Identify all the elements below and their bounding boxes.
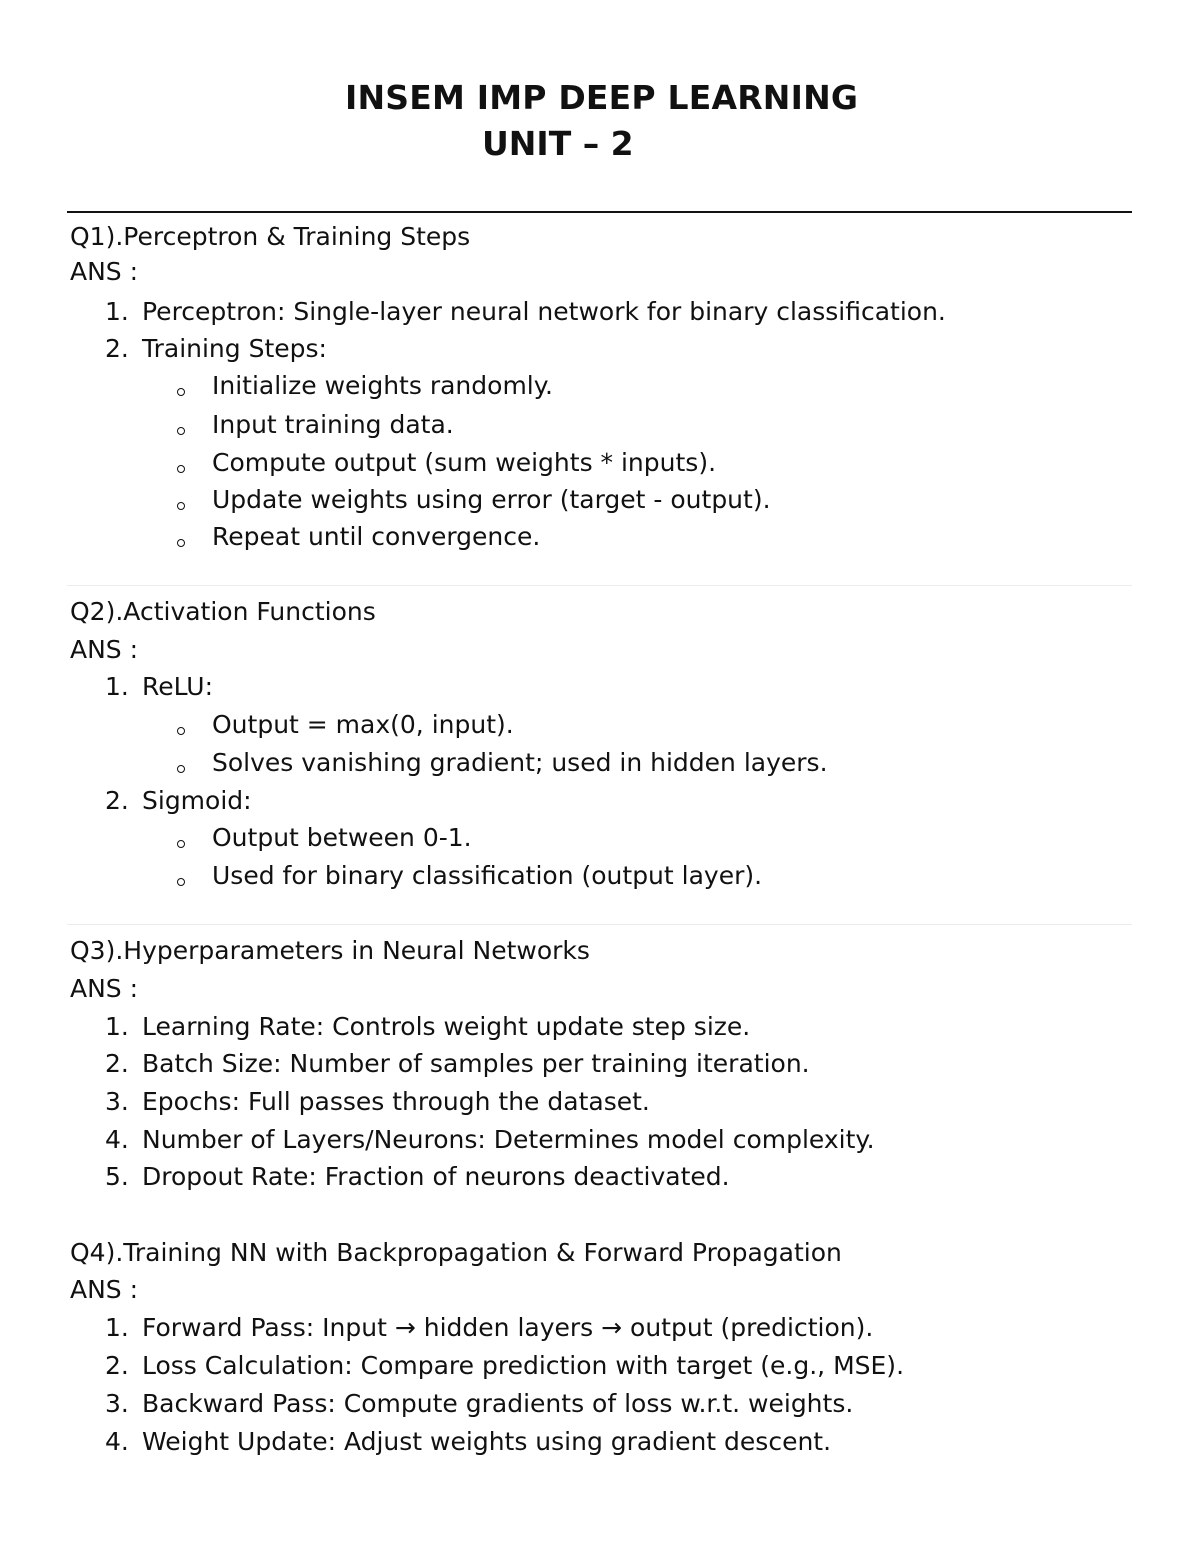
- circle-bullet-icon: [177, 765, 185, 773]
- sub-list-item-text: Input training data.: [212, 410, 454, 439]
- list-item-number: 4.: [105, 1125, 129, 1154]
- title-divider: [67, 211, 1132, 213]
- list-item-number: 3.: [105, 1389, 129, 1418]
- circle-bullet-icon: [177, 840, 185, 848]
- page-subtitle: UNIT – 2: [482, 124, 634, 163]
- answer-label: ANS :: [70, 257, 139, 286]
- question-title: Q1).Perceptron & Training Steps: [70, 222, 471, 251]
- list-item-number: 1.: [105, 297, 129, 326]
- list-item-text: Forward Pass: Input → hidden layers → output (prediction).: [142, 1313, 874, 1342]
- sub-list-item-text: Update weights using error (target - output).: [212, 485, 771, 514]
- circle-bullet-icon: [177, 465, 185, 473]
- list-item-text: Loss Calculation: Compare prediction with target (e.g., MSE).: [142, 1351, 905, 1380]
- section-divider: [67, 585, 1132, 586]
- list-item-number: 1.: [105, 672, 129, 701]
- sub-list-item-text: Output between 0-1.: [212, 823, 472, 852]
- sub-list-item-text: Compute output (sum weights * inputs).: [212, 448, 717, 477]
- list-item-number: 1.: [105, 1012, 129, 1041]
- answer-label: ANS :: [70, 974, 139, 1003]
- list-item-text: Backward Pass: Compute gradients of loss w.r.t. weights.: [142, 1389, 854, 1418]
- list-item-number: 2.: [105, 1351, 129, 1380]
- question-title: Q4).Training NN with Backpropagation & Forward Propagation: [70, 1238, 842, 1267]
- list-item-number: 2.: [105, 1049, 129, 1078]
- list-item-number: 2.: [105, 334, 129, 363]
- question-title: Q3).Hyperparameters in Neural Networks: [70, 936, 590, 965]
- list-item-number: 2.: [105, 786, 129, 815]
- question-title: Q2).Activation Functions: [70, 597, 376, 626]
- circle-bullet-icon: [177, 727, 185, 735]
- list-item-text: Batch Size: Number of samples per training iteration.: [142, 1049, 810, 1078]
- list-item-number: 5.: [105, 1162, 129, 1191]
- circle-bullet-icon: [177, 878, 185, 886]
- list-item-text: Perceptron: Single-layer neural network for binary classification.: [142, 297, 946, 326]
- answer-label: ANS :: [70, 635, 139, 664]
- list-item-number: 4.: [105, 1427, 129, 1456]
- circle-bullet-icon: [177, 388, 185, 396]
- circle-bullet-icon: [177, 539, 185, 547]
- page-title: INSEM IMP DEEP LEARNING: [345, 78, 859, 117]
- sub-list-item-text: Output = max(0, input).: [212, 710, 514, 739]
- list-item-text: Weight Update: Adjust weights using gradient descent.: [142, 1427, 832, 1456]
- list-item-text: Number of Layers/Neurons: Determines model complexity.: [142, 1125, 875, 1154]
- answer-label: ANS :: [70, 1275, 139, 1304]
- sub-list-item-text: Used for binary classification (output layer).: [212, 861, 763, 890]
- section-divider: [67, 924, 1132, 925]
- list-item-number: 3.: [105, 1087, 129, 1116]
- sub-list-item-text: Initialize weights randomly.: [212, 371, 553, 400]
- list-item-text: Learning Rate: Controls weight update step size.: [142, 1012, 751, 1041]
- circle-bullet-icon: [177, 427, 185, 435]
- list-item-text: Dropout Rate: Fraction of neurons deactivated.: [142, 1162, 730, 1191]
- list-item-text: ReLU:: [142, 672, 214, 701]
- list-item-text: Epochs: Full passes through the dataset.: [142, 1087, 650, 1116]
- list-item-text: Training Steps:: [142, 334, 327, 363]
- sub-list-item-text: Solves vanishing gradient; used in hidden layers.: [212, 748, 828, 777]
- circle-bullet-icon: [177, 502, 185, 510]
- list-item-text: Sigmoid:: [142, 786, 252, 815]
- sub-list-item-text: Repeat until convergence.: [212, 522, 541, 551]
- list-item-number: 1.: [105, 1313, 129, 1342]
